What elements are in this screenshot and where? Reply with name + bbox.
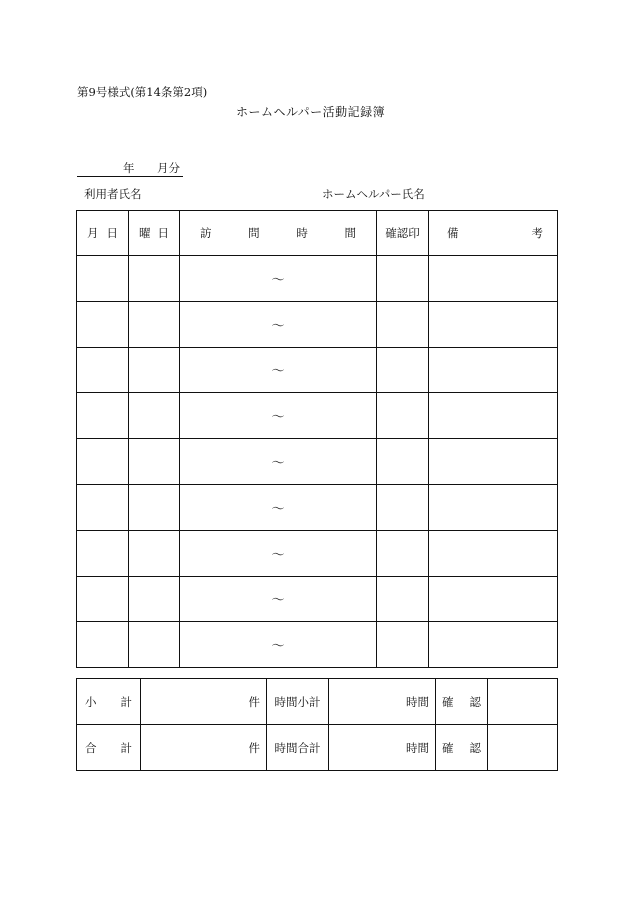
cell-stamp[interactable] — [377, 347, 429, 393]
table-row[interactable] — [77, 439, 558, 485]
cell-weekday[interactable] — [129, 301, 180, 347]
cell-month-day[interactable] — [77, 301, 129, 347]
period-month-label: 月分 — [157, 161, 180, 175]
subtotal-row — [77, 679, 558, 725]
total-count-cell[interactable]: 件 — [141, 725, 267, 771]
cell-visit-time[interactable]: ～ — [180, 622, 377, 668]
header-stamp: 確認印 — [377, 211, 429, 256]
cell-stamp[interactable] — [377, 530, 429, 576]
table-row[interactable] — [77, 576, 558, 622]
subtotal-confirm-cell[interactable] — [488, 679, 558, 725]
cell-stamp[interactable] — [377, 576, 429, 622]
cell-notes[interactable] — [429, 439, 558, 485]
cell-month-day[interactable] — [77, 256, 129, 302]
cell-stamp[interactable] — [377, 439, 429, 485]
subtotal-confirm-label: 確 認 — [436, 679, 488, 725]
cell-weekday[interactable] — [129, 530, 180, 576]
total-hours-label: 時間合計 — [267, 725, 329, 771]
cell-visit-time[interactable]: ～ — [180, 439, 377, 485]
cell-weekday[interactable] — [129, 347, 180, 393]
cell-visit-time[interactable]: ～ — [180, 256, 377, 302]
cell-visit-time[interactable]: ～ — [180, 347, 377, 393]
cell-visit-time[interactable]: ～ — [180, 301, 377, 347]
subtotal-hours-label: 時間小計 — [267, 679, 329, 725]
cell-month-day[interactable] — [77, 393, 129, 439]
activity-log-table — [76, 210, 558, 668]
subtotal-label: 小 計 — [77, 679, 141, 725]
cell-notes[interactable] — [429, 301, 558, 347]
form-number: 第9号様式(第14条第2項) — [77, 85, 208, 99]
table-row[interactable] — [77, 622, 558, 668]
user-name-label: 利用者氏名 — [84, 187, 142, 201]
period-field[interactable] — [77, 160, 183, 177]
cell-notes[interactable] — [429, 484, 558, 530]
summary-table — [76, 678, 558, 771]
table-row[interactable] — [77, 530, 558, 576]
cell-weekday[interactable] — [129, 439, 180, 485]
cell-visit-time[interactable]: ～ — [180, 393, 377, 439]
cell-stamp[interactable] — [377, 393, 429, 439]
table-row[interactable] — [77, 301, 558, 347]
total-label: 合 計 — [77, 725, 141, 771]
header-weekday: 曜 日 — [129, 211, 180, 256]
total-confirm-label: 確 認 — [436, 725, 488, 771]
cell-stamp[interactable] — [377, 622, 429, 668]
cell-visit-time[interactable]: ～ — [180, 530, 377, 576]
cell-stamp[interactable] — [377, 484, 429, 530]
cell-month-day[interactable] — [77, 347, 129, 393]
cell-notes[interactable] — [429, 347, 558, 393]
table-row[interactable] — [77, 393, 558, 439]
cell-visit-time[interactable]: ～ — [180, 484, 377, 530]
cell-weekday[interactable] — [129, 256, 180, 302]
cell-notes[interactable] — [429, 393, 558, 439]
cell-notes[interactable] — [429, 530, 558, 576]
cell-weekday[interactable] — [129, 484, 180, 530]
subtotal-count-cell[interactable]: 件 — [141, 679, 267, 725]
cell-weekday[interactable] — [129, 576, 180, 622]
helper-name-label: ホームヘルパー氏名 — [322, 187, 425, 201]
cell-visit-time[interactable]: ～ — [180, 576, 377, 622]
cell-month-day[interactable] — [77, 576, 129, 622]
subtotal-hours-cell[interactable]: 時間 — [329, 679, 436, 725]
total-confirm-cell[interactable] — [488, 725, 558, 771]
table-row[interactable] — [77, 484, 558, 530]
total-row — [77, 725, 558, 771]
cell-weekday[interactable] — [129, 393, 180, 439]
cell-notes[interactable] — [429, 576, 558, 622]
table-header-row — [77, 211, 558, 256]
cell-stamp[interactable] — [377, 301, 429, 347]
cell-weekday[interactable] — [129, 622, 180, 668]
header-notes: 備 考 — [429, 211, 558, 256]
cell-notes[interactable] — [429, 256, 558, 302]
period-year-label: 年 — [123, 161, 135, 175]
total-hours-cell[interactable]: 時間 — [329, 725, 436, 771]
header-month-day: 月 日 — [77, 211, 129, 256]
table-row[interactable] — [77, 347, 558, 393]
table-row[interactable] — [77, 256, 558, 302]
cell-notes[interactable] — [429, 622, 558, 668]
cell-month-day[interactable] — [77, 484, 129, 530]
cell-stamp[interactable] — [377, 256, 429, 302]
cell-month-day[interactable] — [77, 439, 129, 485]
page-title: ホームヘルパー活動記録簿 — [236, 105, 386, 119]
header-visit-time: 訪 問 時 間 — [180, 211, 377, 256]
cell-month-day[interactable] — [77, 530, 129, 576]
cell-month-day[interactable] — [77, 622, 129, 668]
